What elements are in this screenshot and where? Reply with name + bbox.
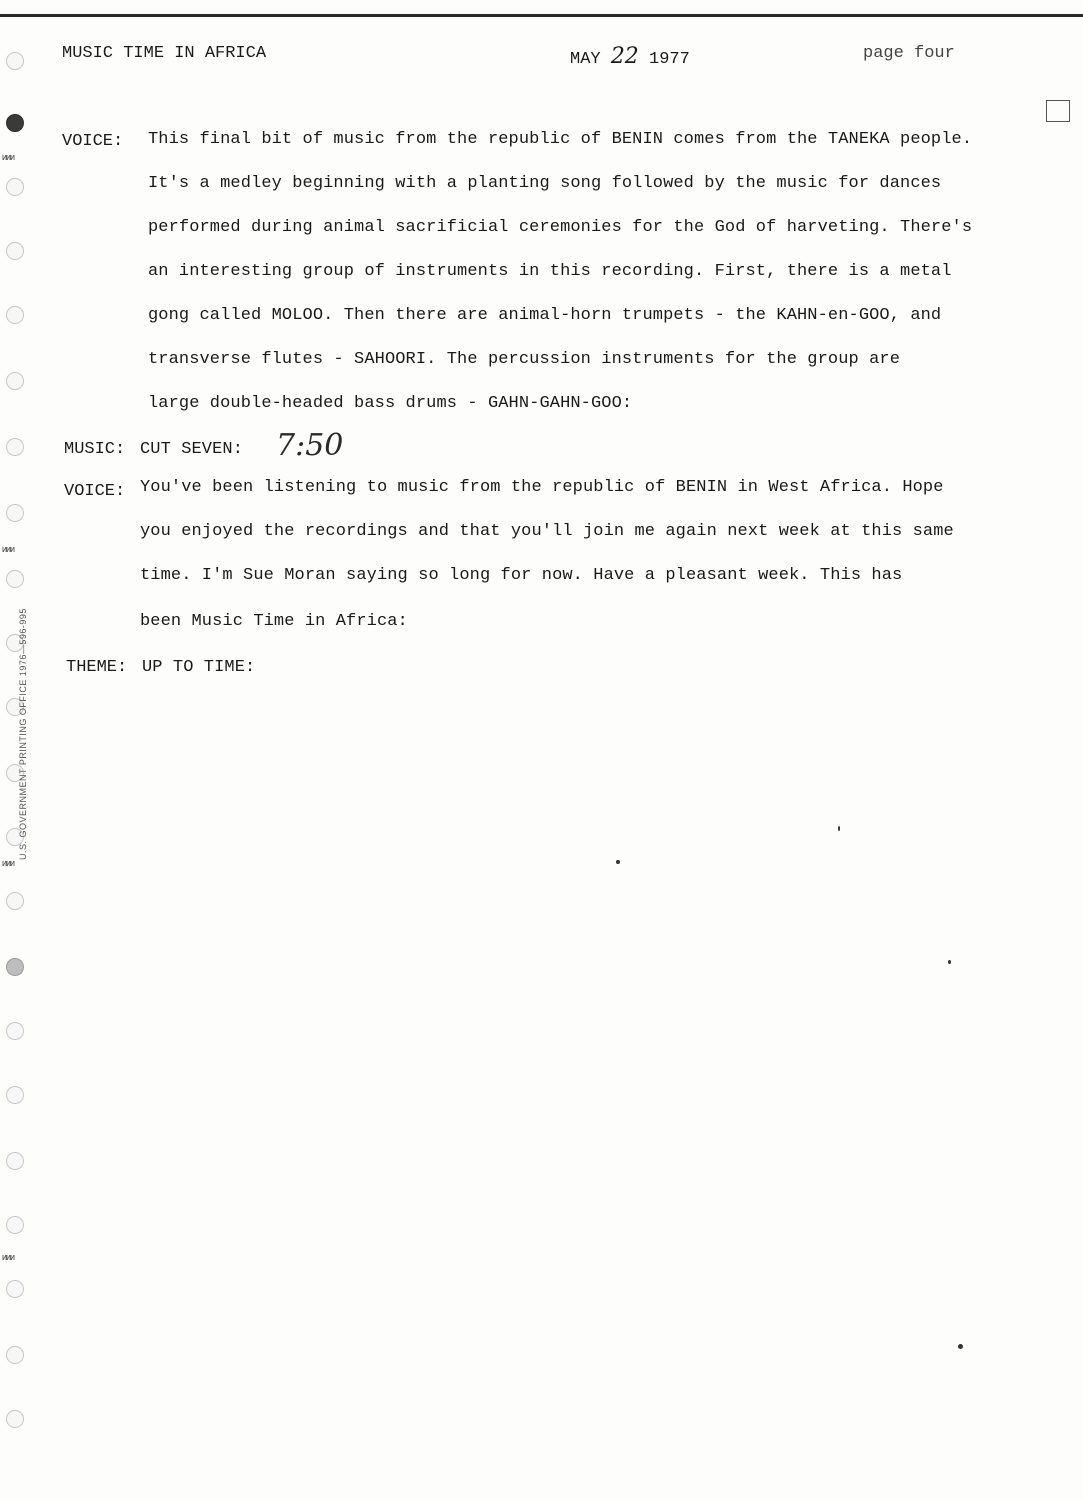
script-line: It's a medley beginning with a planting song followed by the music for dances [148, 174, 942, 193]
binder-hole [6, 114, 24, 132]
broadcast-date [570, 44, 690, 69]
binder-hole [6, 892, 24, 910]
margin-tick: ᴎᴎᴎ [2, 152, 15, 162]
script-line: time. I'm Sue Moran saying so long for now. Have a pleasant week. This has [140, 566, 903, 585]
script-line: CUT SEVEN: [140, 440, 244, 459]
handwritten-duration: 7:50 [276, 428, 344, 463]
binder-hole [6, 372, 24, 390]
page-top-edge [0, 14, 1083, 17]
date-year: 1977 [649, 50, 690, 69]
script-line: large double-headed bass drums - GAHN-GAHN-GOO: [148, 394, 633, 413]
script-line: You've been listening to music from the republic of BENIN in West Africa. Hope [140, 478, 944, 497]
ink-speck [838, 826, 840, 831]
binder-hole [6, 1152, 24, 1170]
script-line: This final bit of music from the republic of BENIN comes from the TANEKA people. [148, 130, 973, 149]
cue-label-voice: VOICE: [64, 482, 126, 501]
date-day: 22 [610, 44, 639, 69]
binder-hole [6, 242, 24, 260]
binder-hole [6, 1022, 24, 1040]
binder-hole [6, 52, 24, 70]
script-line: been Music Time in Africa: [140, 612, 408, 631]
binder-hole [6, 1410, 24, 1428]
cue-label-theme: THEME: [66, 658, 128, 677]
script-line: performed during animal sacrificial ceremonies for the God of harveting. There's [148, 218, 973, 237]
binder-hole [6, 306, 24, 324]
cue-label-music: MUSIC: [64, 440, 126, 459]
binder-hole [6, 1346, 24, 1364]
date-month: MAY [570, 50, 601, 69]
ink-speck [948, 960, 951, 964]
program-title: MUSIC TIME IN AFRICA [62, 44, 267, 63]
margin-tick: ᴎᴎᴎ [2, 858, 15, 868]
script-line: transverse flutes - SAHOORI. The percussion instruments for the group are [148, 350, 901, 369]
binder-hole [6, 504, 24, 522]
margin-tick: ᴎᴎᴎ [2, 544, 15, 554]
cue-label-voice: VOICE: [62, 132, 124, 151]
script-line: UP TO TIME: [142, 658, 256, 677]
binder-hole [6, 438, 24, 456]
binder-hole [6, 1280, 24, 1298]
margin-box [1046, 100, 1070, 122]
binder-hole [6, 178, 24, 196]
binder-hole [6, 958, 24, 976]
page-number: page four [863, 44, 955, 63]
printing-office-imprint: U.S. GOVERNMENT PRINTING OFFICE 1976—596-995 [18, 608, 28, 860]
binder-hole [6, 1216, 24, 1234]
ink-speck [616, 860, 620, 864]
script-line: an interesting group of instruments in this recording. First, there is a metal [148, 262, 952, 281]
ink-speck [958, 1344, 963, 1349]
binder-hole [6, 570, 24, 588]
script-line: you enjoyed the recordings and that you'll join me again next week at this same [140, 522, 954, 541]
script-line: gong called MOLOO. Then there are animal-horn trumpets - the KAHN-en-GOO, and [148, 306, 942, 325]
binder-hole [6, 1086, 24, 1104]
margin-tick: ᴎᴎᴎ [2, 1252, 15, 1262]
